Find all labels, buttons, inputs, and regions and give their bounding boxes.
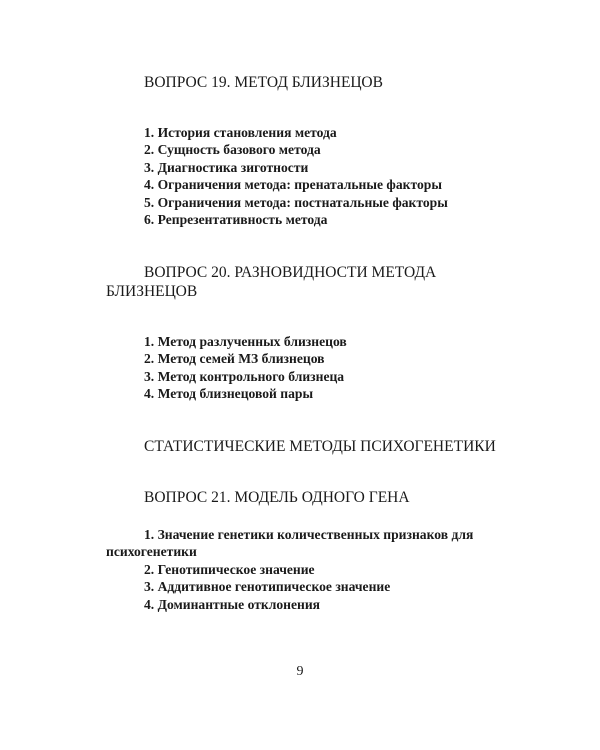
list-item: 4. Доминантные отклонения bbox=[144, 596, 321, 612]
list-item: 3. Аддитивное генотипическое значение bbox=[144, 579, 391, 595]
list-item: 3. Метод контрольного близнеца bbox=[144, 368, 345, 384]
question-21-heading: ВОПРОС 21. МОДЕЛЬ ОДНОГО ГЕНА bbox=[144, 489, 410, 506]
question-20-heading: ВОПРОС 20. РАЗНОВИДНОСТИ МЕТОДА БЛИЗНЕЦОВ bbox=[106, 264, 437, 300]
question-21-list bbox=[106, 526, 496, 613]
list-item: 5. Ограничения метода: постнатальные факторы bbox=[144, 194, 448, 210]
list-item: 2. Сущность базового метода bbox=[144, 142, 321, 158]
list-item: 1. Значение генетики количественных признаков для психогенетики bbox=[106, 527, 474, 560]
question-19-list bbox=[106, 124, 496, 228]
list-item: 2. Метод семей МЗ близнецов bbox=[144, 351, 325, 367]
list-item: 2. Генотипическое значение bbox=[144, 561, 315, 577]
list-item: 1. История становления метода bbox=[144, 125, 337, 140]
list-item: 4. Метод близнецовой пары bbox=[144, 386, 314, 402]
list-item: 1. Метод разлученных близнецов bbox=[144, 334, 347, 349]
statistical-methods-heading: СТАТИСТИЧЕСКИЕ МЕТОДЫ ПСИХОГЕНЕТИКИ bbox=[144, 438, 496, 455]
question-20-list bbox=[106, 333, 496, 403]
list-item: 6. Репрезентативность метода bbox=[144, 212, 328, 228]
list-item: 4. Ограничения метода: пренатальные факторы bbox=[144, 177, 442, 193]
question-19-heading: ВОПРОС 19. МЕТОД БЛИЗНЕЦОВ bbox=[144, 74, 383, 91]
list-item: 3. Диагностика зиготности bbox=[144, 159, 309, 175]
page-number: 9 bbox=[296, 664, 304, 679]
